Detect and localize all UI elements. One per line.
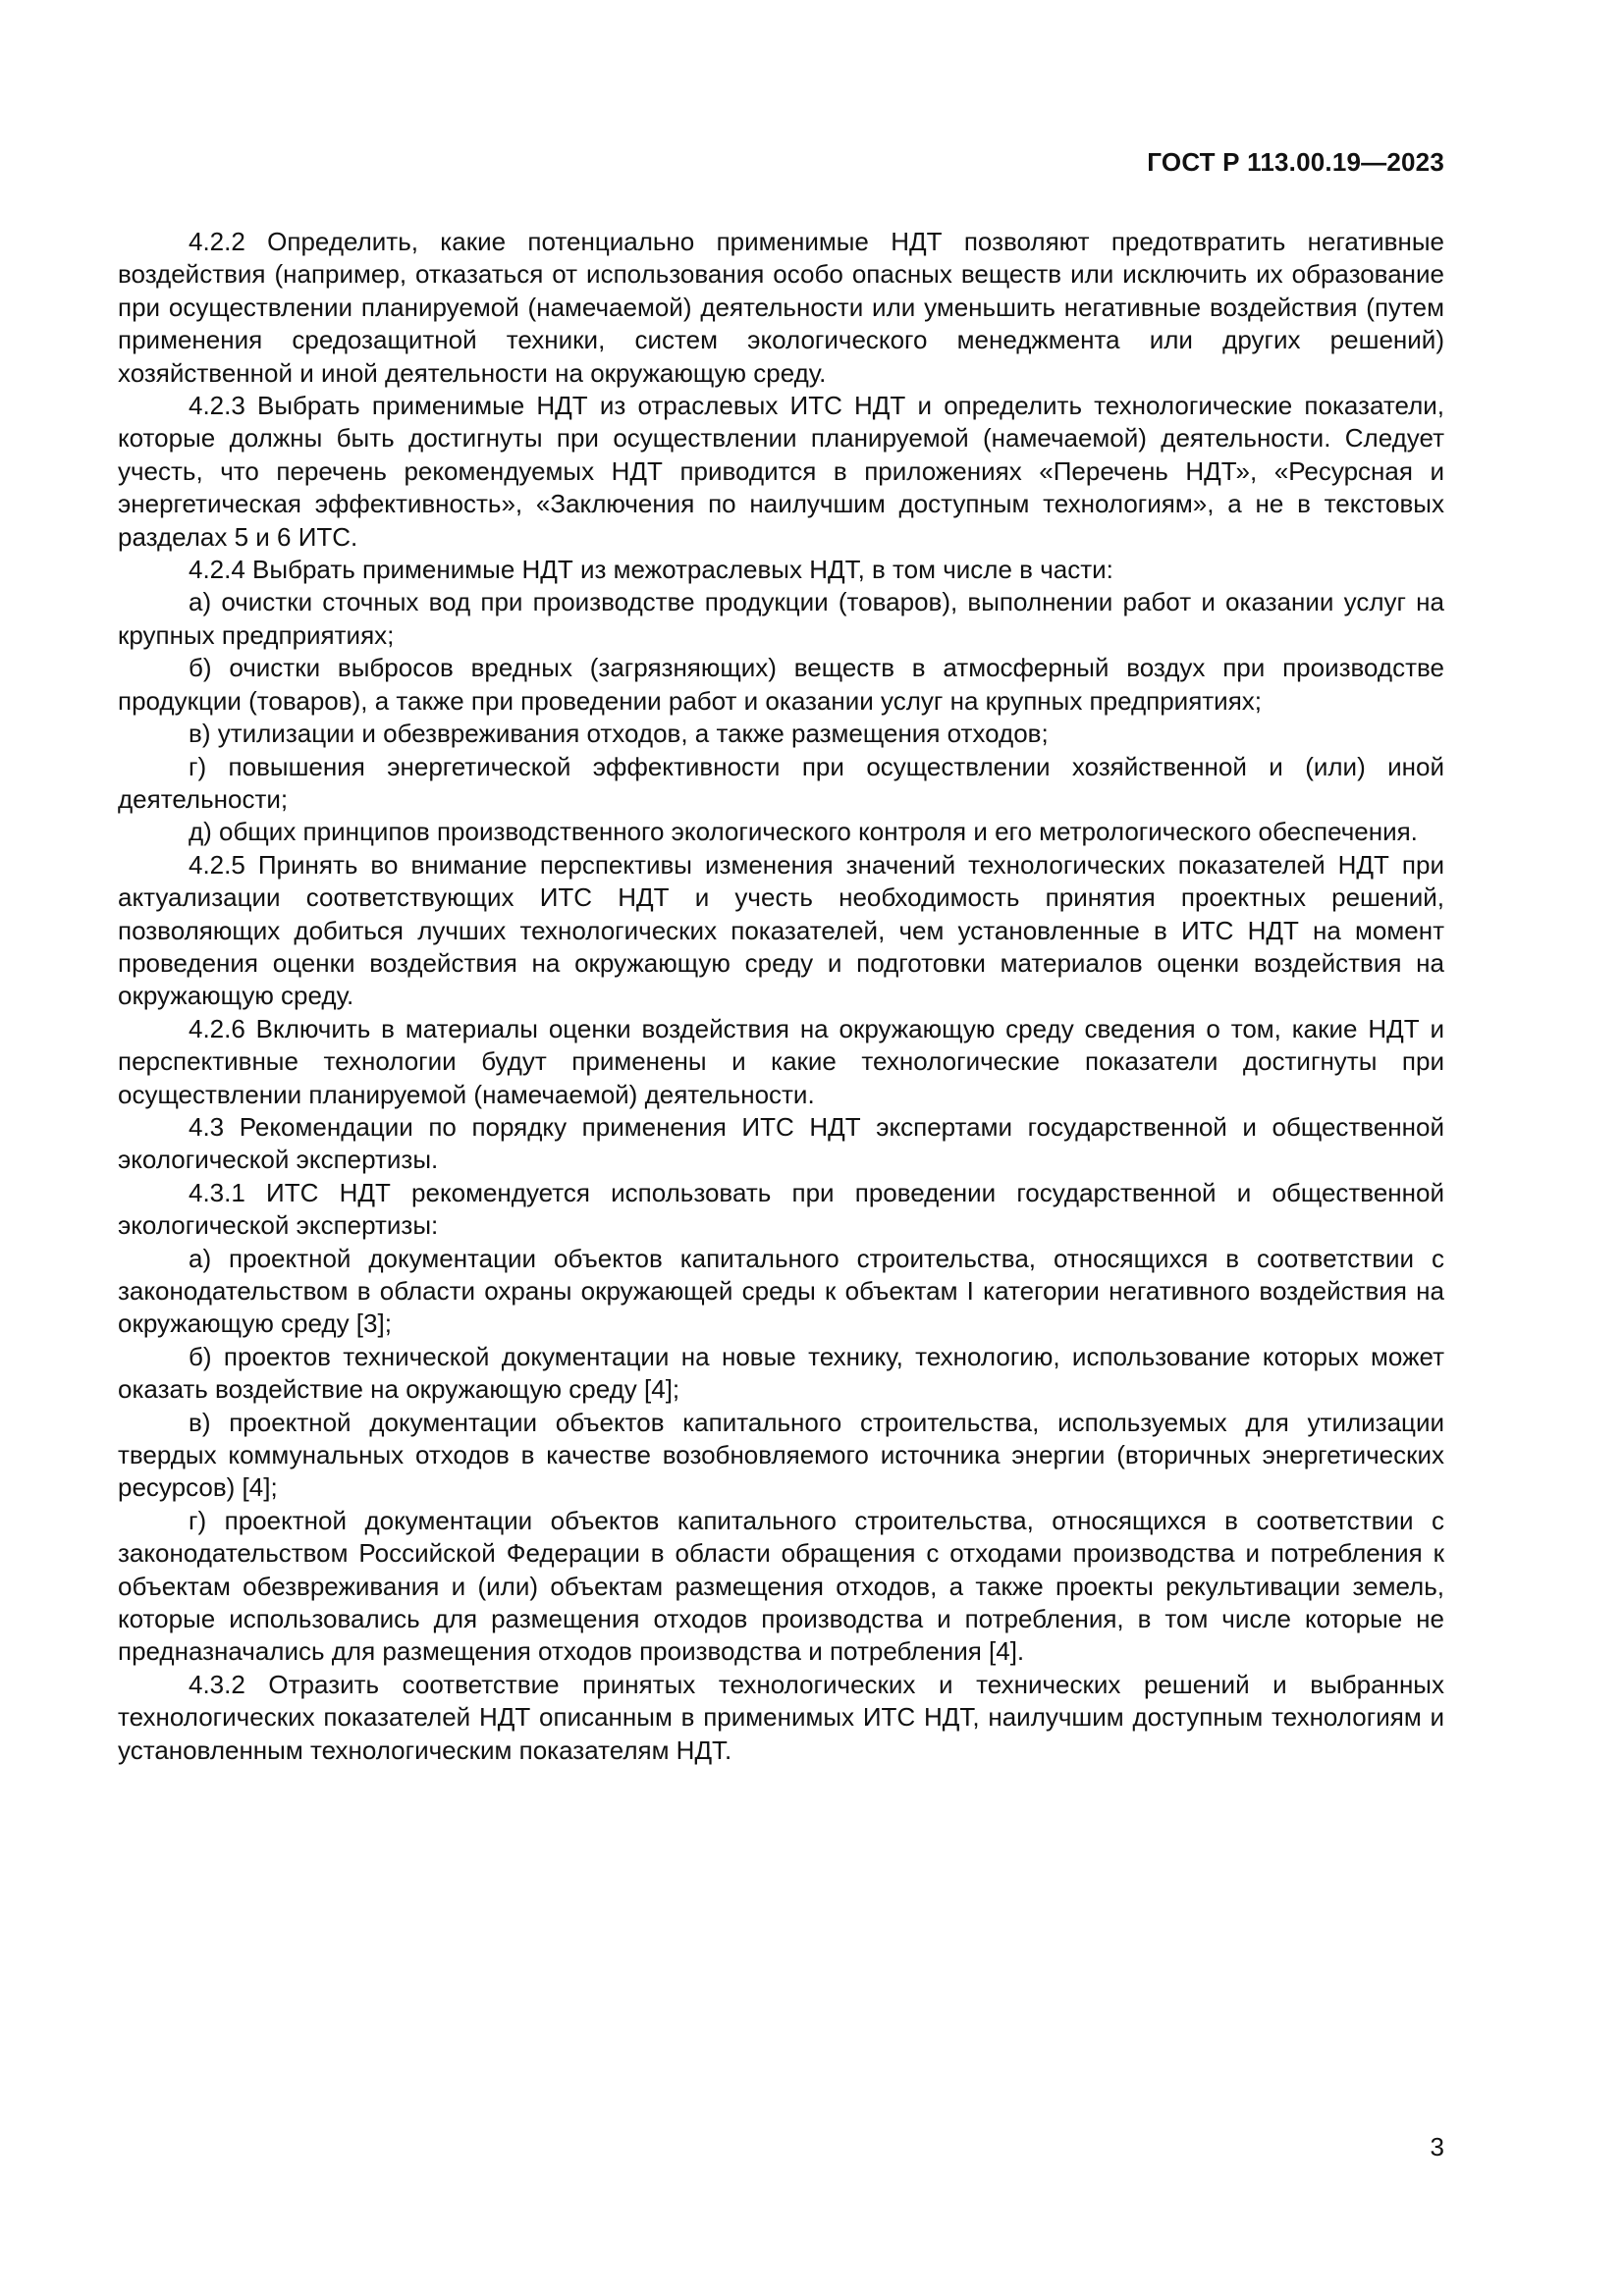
page-number: 3 bbox=[1430, 2132, 1444, 2162]
list-item-4-3-1-g: г) проектной документации объектов капитального строительства, относящихся в соответствии с законодательством Российской Федерации в области обращения с отходами производства и потребления к объектам обезвреживания и (или) объектам размещения отходов, а также проекты рекультивации земель, которые использовались для размещения отходов производства и потребления, в том числе которые не предназначались для размещения отходов производства и потребления [4]. bbox=[118, 1505, 1444, 1667]
list-item-4-3-1-v: в) проектной документации объектов капитального строительства, используемых для утилизации твердых коммунальных отходов в качестве возобновляемого источника энергии (вторичных энергетических ресурсов) [4]; bbox=[118, 1407, 1444, 1503]
paragraph-4-2-4: 4.2.4 Выбрать применимые НДТ из межотраслевых НДТ, в том числе в части: bbox=[189, 555, 1113, 585]
paragraph-4-3-1: 4.3.1 ИТС НДТ рекомендуется использовать при проведении государственной и общественной экологической экспертизы: bbox=[118, 1177, 1444, 1241]
document-header-standard-id: ГОСТ Р 113.00.19—2023 bbox=[1147, 147, 1444, 177]
list-item-4-2-4-d: д) общих принципов производственного экологического контроля и его метрологического обеспечения. bbox=[189, 817, 1418, 847]
list-item-4-3-1-a: а) проектной документации объектов капитального строительства, относящихся в соответствии с законодательством в области охраны окружающей среды к объектам I категории негативного воздействия на окружающую среду [3]; bbox=[118, 1243, 1444, 1339]
paragraph-4-3: 4.3 Рекомендации по порядку применения ИТС НДТ экспертами государственной и общественной экологической экспертизы. bbox=[118, 1111, 1444, 1175]
paragraph-4-2-6: 4.2.6 Включить в материалы оценки воздействия на окружающую среду сведения о том, какие НДТ и перспективные технологии будут применены и какие технологические показатели достигнуты при осуществлении планируемой (намечаемой) деятельности. bbox=[118, 1013, 1444, 1109]
document-body bbox=[118, 226, 1444, 1767]
paragraph-4-2-2: 4.2.2 Определить, какие потенциально применимые НДТ позволяют предотвратить негативные воздействия (например, отказаться от использования особо опасных веществ или исключить их образование при осуществлении планируемой (намечаемой) деятельности или уменьшить негативные воздействия (путем применения средозащитной техники, систем экологического менеджмента или других решений) хозяйственной и иной деятельности на окружающую среду. bbox=[118, 227, 1444, 388]
list-item-4-2-4-b: б) очистки выбросов вредных (загрязняющих) веществ в атмосферный воздух при производстве продукции (товаров), а также при проведении работ и оказании услуг на крупных предприятиях; bbox=[118, 653, 1444, 716]
list-item-4-2-4-v: в) утилизации и обезвреживания отходов, а также размещения отходов; bbox=[189, 719, 1049, 749]
list-item-4-2-4-a: а) очистки сточных вод при производстве продукции (товаров), выполнении работ и оказании услуг на крупных предприятиях; bbox=[118, 587, 1444, 650]
paragraph-4-2-5: 4.2.5 Принять во внимание перспективы изменения значений технологических показателей НДТ при актуализации соответствующих ИТС НДТ и учесть необходимость принятия проектных решений, позволяющих добиться лучших технологических показателей, чем установленные в ИТС НДТ на момент проведения оценки воздействия на окружающую среду и подготовки материалов оценки воздействия на окружающую среду. bbox=[118, 849, 1444, 1011]
list-item-4-2-4-g: г) повышения энергетической эффективности при осуществлении хозяйственной и (или) иной деятельности; bbox=[118, 751, 1444, 814]
paragraph-4-2-3: 4.2.3 Выбрать применимые НДТ из отраслевых ИТС НДТ и определить технологические показатели, которые должны быть достигнуты при осуществлении планируемой (намечаемой) деятельности. Следует учесть, что перечень рекомендуемых НДТ приводится в приложениях «Перечень НДТ», «Ресурсная и энергетическая эффективность», «Заключения по наилучшим доступным технологиям», а не в текстовых разделах 5 и 6 ИТС. bbox=[118, 391, 1444, 552]
list-item-4-3-1-b: б) проектов технической документации на новые технику, технологию, использование которых может оказать воздействие на окружающую среду [4]; bbox=[118, 1341, 1444, 1405]
paragraph-4-3-2: 4.3.2 Отразить соответствие принятых технологических и технических решений и выбранных технологических показателей НДТ описанным в применимых ИТС НДТ, наилучшим доступным технологиям и установленным технологическим показателям НДТ. bbox=[118, 1669, 1444, 1765]
